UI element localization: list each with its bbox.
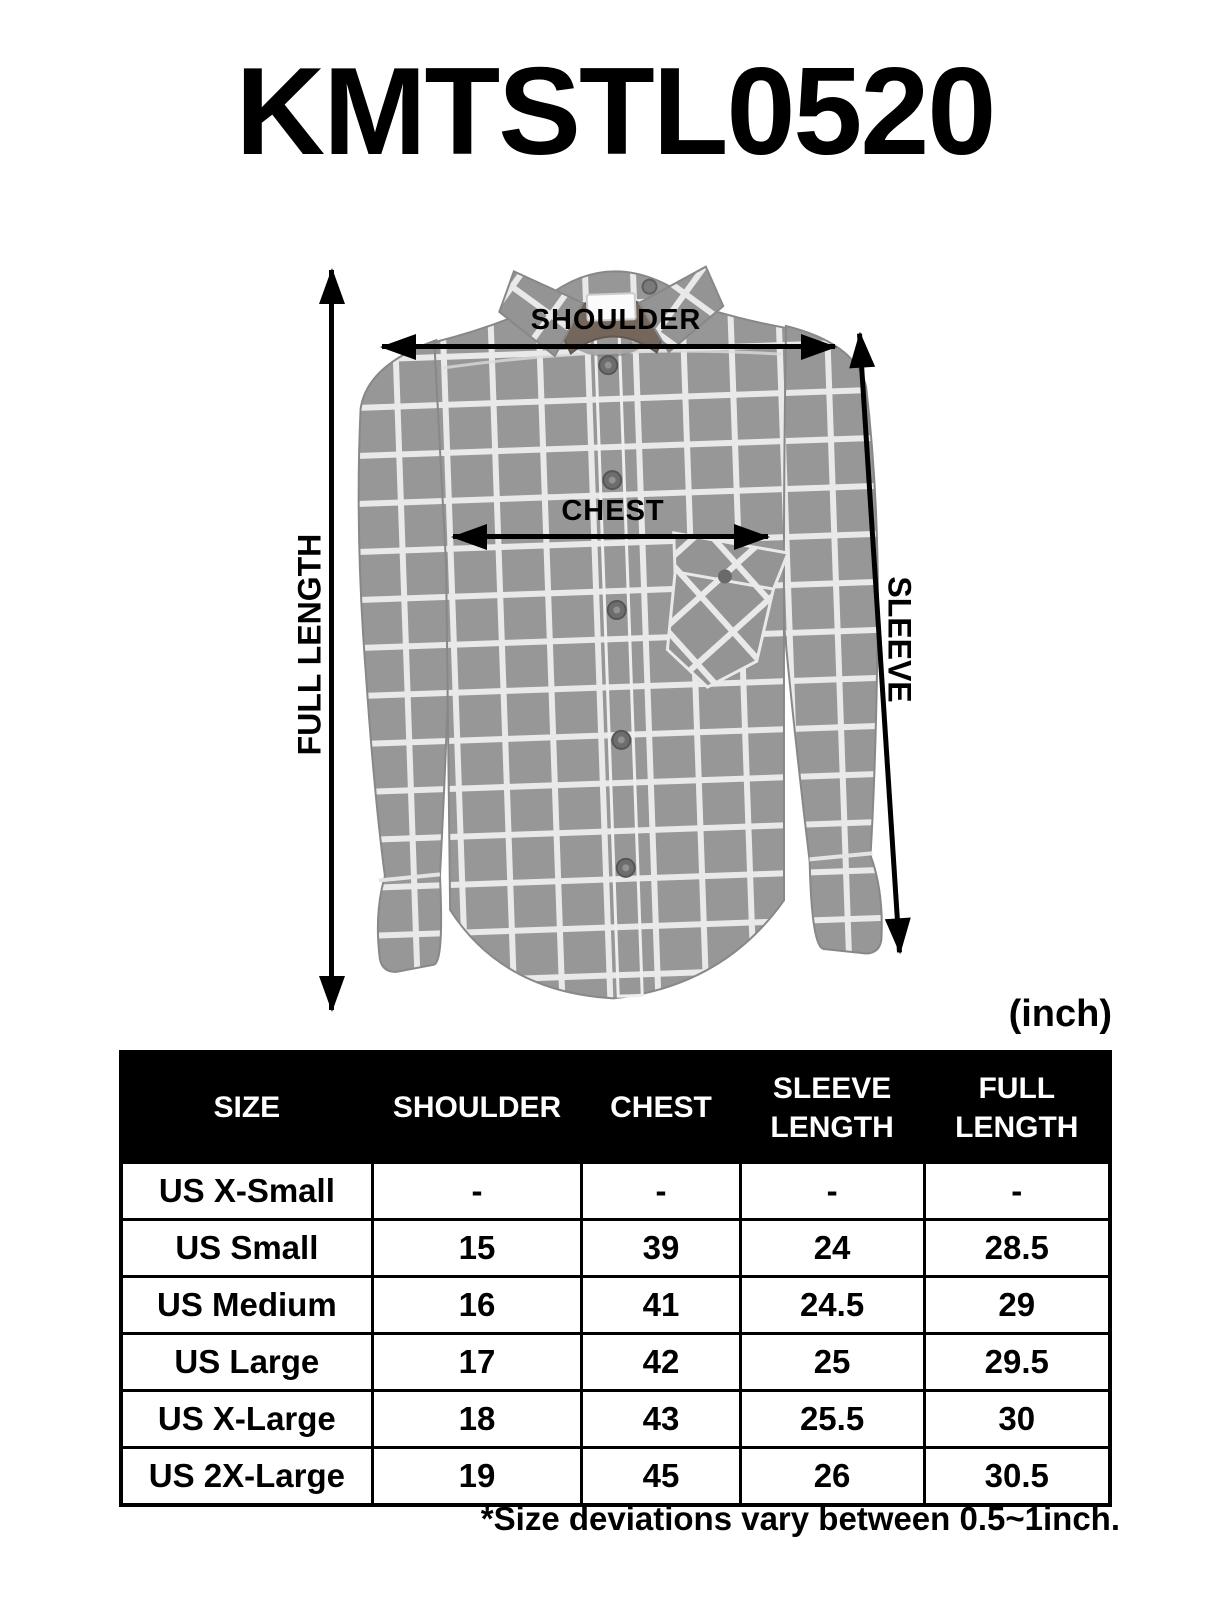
- table-row: [121, 1334, 1110, 1391]
- table-row: [121, 1163, 1110, 1220]
- full-length-arrow: [329, 270, 334, 1010]
- table-header-row: [121, 1052, 1110, 1163]
- shoulder-label: SHOULDER: [530, 304, 702, 336]
- col-header-full-length: FULL LENGTH: [924, 1052, 1110, 1163]
- chest-cell: 45: [582, 1448, 740, 1506]
- col-header-chest: CHEST: [582, 1052, 740, 1163]
- unit-label: (inch): [1008, 993, 1112, 1035]
- sleeve-length-cell: 25: [740, 1334, 924, 1391]
- sleeve-label: SLEEVE: [881, 576, 918, 703]
- full-length-label: FULL LENGTH: [291, 533, 328, 756]
- col-header-sleeve-length: SLEEVE LENGTH: [740, 1052, 924, 1163]
- full-length-cell: 28.5: [924, 1220, 1110, 1277]
- shoulder-cell: 18: [372, 1391, 582, 1448]
- shoulder-cell: -: [372, 1163, 582, 1220]
- chest-cell: 41: [582, 1277, 740, 1334]
- col-header-shoulder: SHOULDER: [372, 1052, 582, 1163]
- full-length-cell: 30: [924, 1391, 1110, 1448]
- sleeve-length-cell: -: [740, 1163, 924, 1220]
- full-length-cell: -: [924, 1163, 1110, 1220]
- sleeve-length-cell: 26: [740, 1448, 924, 1506]
- size-cell: US Large: [121, 1334, 372, 1391]
- chest-cell: -: [582, 1163, 740, 1220]
- shoulder-cell: 17: [372, 1334, 582, 1391]
- sleeve-length-cell: 24: [740, 1220, 924, 1277]
- size-cell: US Small: [121, 1220, 372, 1277]
- chest-cell: 43: [582, 1391, 740, 1448]
- full-length-cell: 29: [924, 1277, 1110, 1334]
- table-row: [121, 1220, 1110, 1277]
- shoulder-cell: 19: [372, 1448, 582, 1506]
- full-length-cell: 29.5: [924, 1334, 1110, 1391]
- size-cell: US X-Large: [121, 1391, 372, 1448]
- size-cell: US X-Small: [121, 1163, 372, 1220]
- chest-cell: 42: [582, 1334, 740, 1391]
- sleeve-length-cell: 25.5: [740, 1391, 924, 1448]
- table-row: [121, 1391, 1110, 1448]
- size-table: [119, 1050, 1112, 1507]
- sleeve-length-cell: 24.5: [740, 1277, 924, 1334]
- shoulder-cell: 16: [372, 1277, 582, 1334]
- table-row: [121, 1277, 1110, 1334]
- chest-cell: 39: [582, 1220, 740, 1277]
- footnote: *Size deviations vary between 0.5~1inch.: [480, 1500, 1120, 1537]
- full-length-cell: 30.5: [924, 1448, 1110, 1506]
- table-row: [121, 1448, 1110, 1506]
- chest-label: CHEST: [561, 495, 665, 527]
- chest-arrow: [453, 534, 768, 539]
- page-title: KMTSTL0520: [235, 43, 995, 181]
- col-header-size: SIZE: [121, 1052, 372, 1163]
- size-cell: US Medium: [121, 1277, 372, 1334]
- shoulder-cell: 15: [372, 1220, 582, 1277]
- size-cell: US 2X-Large: [121, 1448, 372, 1506]
- shoulder-arrow: [382, 344, 835, 349]
